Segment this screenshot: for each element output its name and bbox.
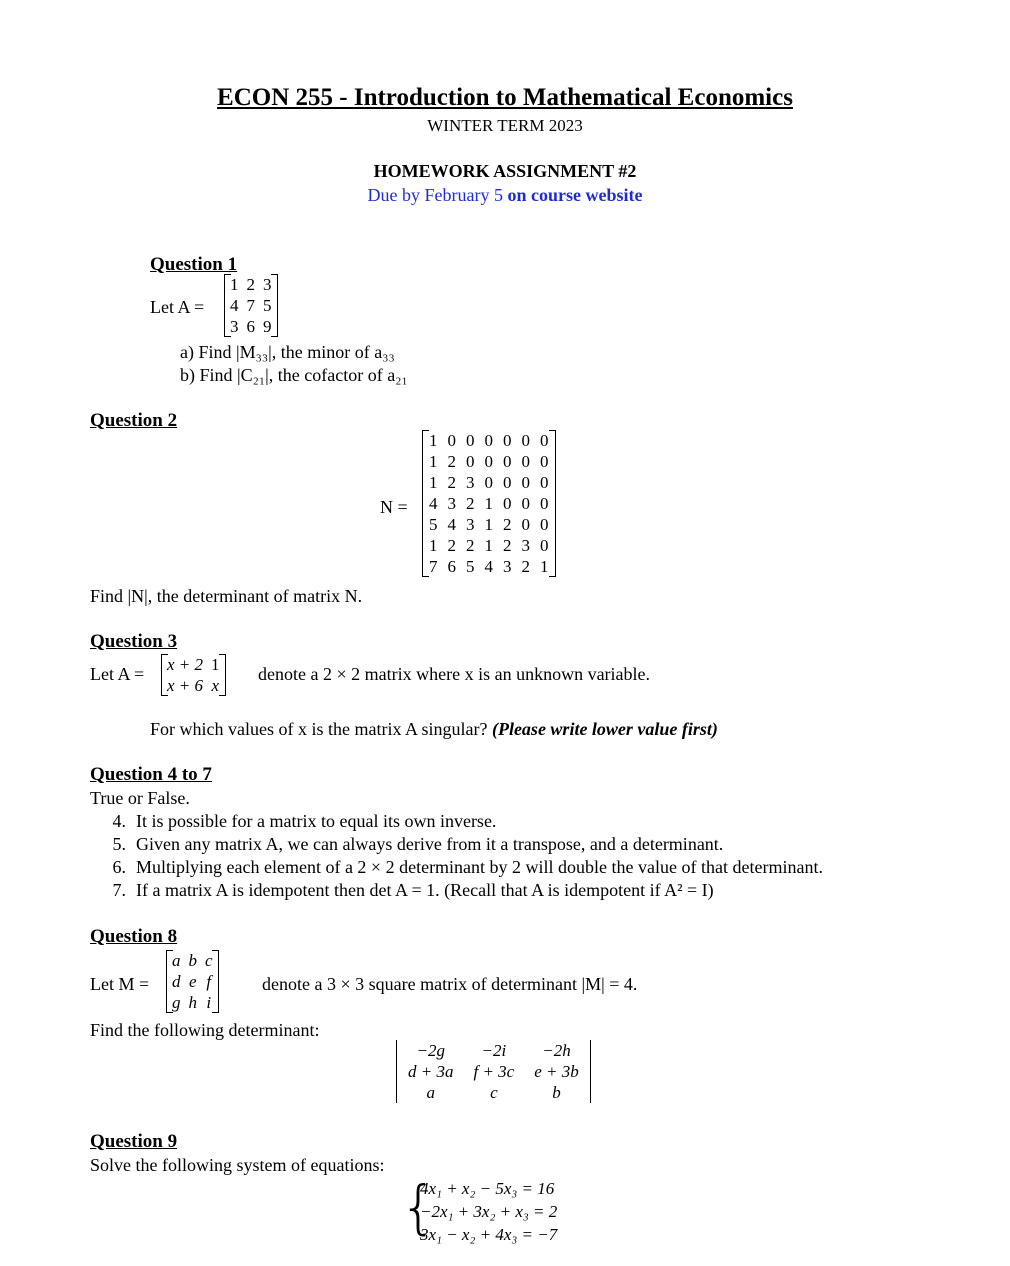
q2-cell: 1: [484, 494, 493, 513]
q8-cell: f: [206, 972, 212, 991]
q2-cell: 1: [540, 557, 549, 576]
q1-cell: 6: [246, 317, 255, 336]
q1-cell: 3: [230, 317, 239, 336]
q8-matrix: [168, 950, 217, 1013]
q2-cell: 0: [521, 452, 530, 471]
list-item: 7. If a matrix A is idempotent then det A = 1. (Recall that A is idempotent if A² = I): [112, 880, 714, 900]
q2-matrix: [424, 430, 554, 577]
q8-description: denote a 3 × 3 square matrix of determinant |M| = 4.: [262, 974, 638, 994]
q2-cell: 0: [521, 473, 530, 492]
q8-cell: h: [188, 993, 197, 1012]
det-cell: d + 3a: [408, 1062, 454, 1081]
q2-cell: 2: [466, 494, 475, 513]
q2-cell: 0: [540, 452, 549, 471]
q1-cell: 2: [246, 275, 255, 294]
q2-cell: 0: [447, 431, 456, 450]
q1-cell: 4: [230, 296, 239, 315]
q1-cell: 1: [230, 275, 239, 294]
q3-cell: x + 6: [167, 676, 204, 695]
q3-question: [150, 719, 718, 740]
det-cell: c: [490, 1083, 498, 1102]
q2-cell: 3: [466, 473, 475, 492]
equation: −2x₁ + 3x₂ + x₃ = 2: [420, 1202, 558, 1221]
q2-cell: 7: [429, 557, 438, 576]
q2-cell: 4: [484, 557, 493, 576]
q2-cell: 1: [429, 452, 438, 471]
det-cell: e + 3b: [534, 1062, 579, 1081]
q3-heading: Question 3: [90, 631, 178, 652]
q1-part-b: b) Find |C₂₁|, the cofactor of a₂₁: [180, 365, 408, 385]
q8-prompt: Find the following determinant:: [90, 1020, 320, 1040]
q2-cell: 0: [484, 431, 493, 450]
q2-cell: 0: [503, 473, 512, 492]
equation: 3x₁ − x₂ + 4x₃ = −7: [420, 1225, 558, 1244]
q2-heading: Question 2: [90, 410, 178, 431]
q2-cell: 0: [540, 515, 549, 534]
list-item: 6. Multiplying each element of a 2 × 2 determinant by 2 will double the value of that determinant.: [112, 857, 823, 877]
q8-cell: g: [172, 993, 181, 1012]
q3-question-text: For which values of x is the matrix A singular?: [150, 719, 492, 739]
q2-cell: 5: [466, 557, 475, 576]
q3-cell: x: [211, 676, 220, 695]
q1-part-a: a) Find |M₃₃|, the minor of a₃₃: [180, 342, 395, 362]
list-item: 5. Given any matrix A, we can always derive from it a transpose, and a determinant.: [112, 834, 724, 854]
q2-cell: 0: [521, 431, 530, 450]
q2-cell: 0: [540, 494, 549, 513]
det-cell: −2g: [416, 1041, 445, 1060]
q3-cell: x + 2: [167, 655, 204, 674]
q8-cell: d: [172, 972, 181, 991]
q2-cell: 1: [429, 431, 438, 450]
q2-cell: 0: [540, 473, 549, 492]
q3-note: (Please write lower value first): [491, 719, 718, 739]
q8-determinant: [398, 1040, 589, 1103]
q3-matrix: [163, 654, 224, 696]
q2-cell: 2: [466, 536, 475, 555]
q2-cell: 4: [429, 494, 438, 513]
q8-cell: b: [188, 951, 197, 970]
q1-cell: 9: [263, 317, 272, 336]
due-date: Due by February 5: [367, 185, 508, 205]
left-brace-icon: {: [400, 1173, 437, 1241]
q2-cell: 0: [466, 431, 475, 450]
q1-matrix: [226, 274, 276, 337]
det-cell: −2i: [481, 1041, 507, 1060]
q2-cell: 3: [521, 536, 530, 555]
due-location: on course website: [507, 185, 643, 205]
course-title: ECON 255 - Introduction to Mathematical Economics: [217, 84, 793, 111]
q1-cell: 3: [263, 275, 272, 294]
q2-cell: 2: [503, 515, 512, 534]
det-cell: b: [552, 1083, 561, 1102]
term-label: WINTER TERM 2023: [427, 116, 583, 135]
equation: 4x₁ + x₂ − 5x₃ = 16: [420, 1179, 555, 1198]
q9-heading: Question 9: [90, 1131, 178, 1152]
q2-cell: 0: [521, 494, 530, 513]
q2-cell: 0: [540, 431, 549, 450]
q2-cell: 1: [484, 536, 493, 555]
q8-heading: Question 8: [90, 926, 178, 947]
q2-cell: 2: [521, 557, 530, 576]
q1-cell: 5: [263, 296, 272, 315]
q2-cell: 2: [447, 473, 456, 492]
q2-cell: 5: [429, 515, 438, 534]
q3-let-label: Let A =: [90, 664, 145, 684]
q4-7-intro: True or False.: [90, 788, 190, 808]
q8-cell: a: [172, 951, 181, 970]
q1-let-label: Let A =: [150, 297, 205, 317]
q2-prompt: Find |N|, the determinant of matrix N.: [90, 586, 363, 606]
q2-cell: 3: [466, 515, 475, 534]
due-line: [0, 185, 1010, 206]
q8-cell: e: [188, 972, 197, 991]
q2-cell: 3: [503, 557, 512, 576]
list-item: 4. It is possible for a matrix to equal its own inverse.: [112, 811, 497, 831]
det-cell: −2h: [542, 1041, 571, 1060]
q1-cell: 7: [246, 296, 255, 315]
q2-cell: 0: [466, 452, 475, 471]
q2-cell: 0: [503, 452, 512, 471]
q2-cell: 2: [447, 452, 456, 471]
q4-7-heading: Question 4 to 7: [90, 764, 212, 785]
true-false-list: [96, 811, 823, 903]
q8-cell: i: [206, 993, 212, 1012]
q2-label: N =: [380, 497, 408, 517]
q2-cell: 0: [503, 494, 512, 513]
q3-description: denote a 2 × 2 matrix where x is an unknown variable.: [258, 664, 651, 684]
q3-cell: 1: [211, 655, 220, 674]
q2-cell: 1: [429, 536, 438, 555]
q2-cell: 1: [484, 515, 493, 534]
q2-cell: 2: [503, 536, 512, 555]
q1-heading: Question 1: [150, 254, 238, 275]
q9-prompt: Solve the following system of equations:: [90, 1155, 385, 1175]
det-cell: f + 3c: [473, 1062, 515, 1081]
q2-cell: 0: [521, 515, 530, 534]
q2-cell: 1: [429, 473, 438, 492]
q2-cell: 0: [503, 431, 512, 450]
assignment-title: HOMEWORK ASSIGNMENT #2: [373, 161, 637, 181]
q2-cell: 0: [484, 473, 493, 492]
det-cell: a: [426, 1083, 435, 1102]
q2-cell: 0: [484, 452, 493, 471]
q9-system: [420, 1177, 557, 1246]
q8-cell: c: [205, 951, 213, 970]
q2-cell: 2: [447, 536, 456, 555]
q2-cell: 0: [540, 536, 549, 555]
q2-cell: 3: [447, 494, 456, 513]
q8-let-label: Let M =: [90, 974, 150, 994]
q2-cell: 6: [447, 557, 456, 576]
q2-cell: 4: [447, 515, 456, 534]
